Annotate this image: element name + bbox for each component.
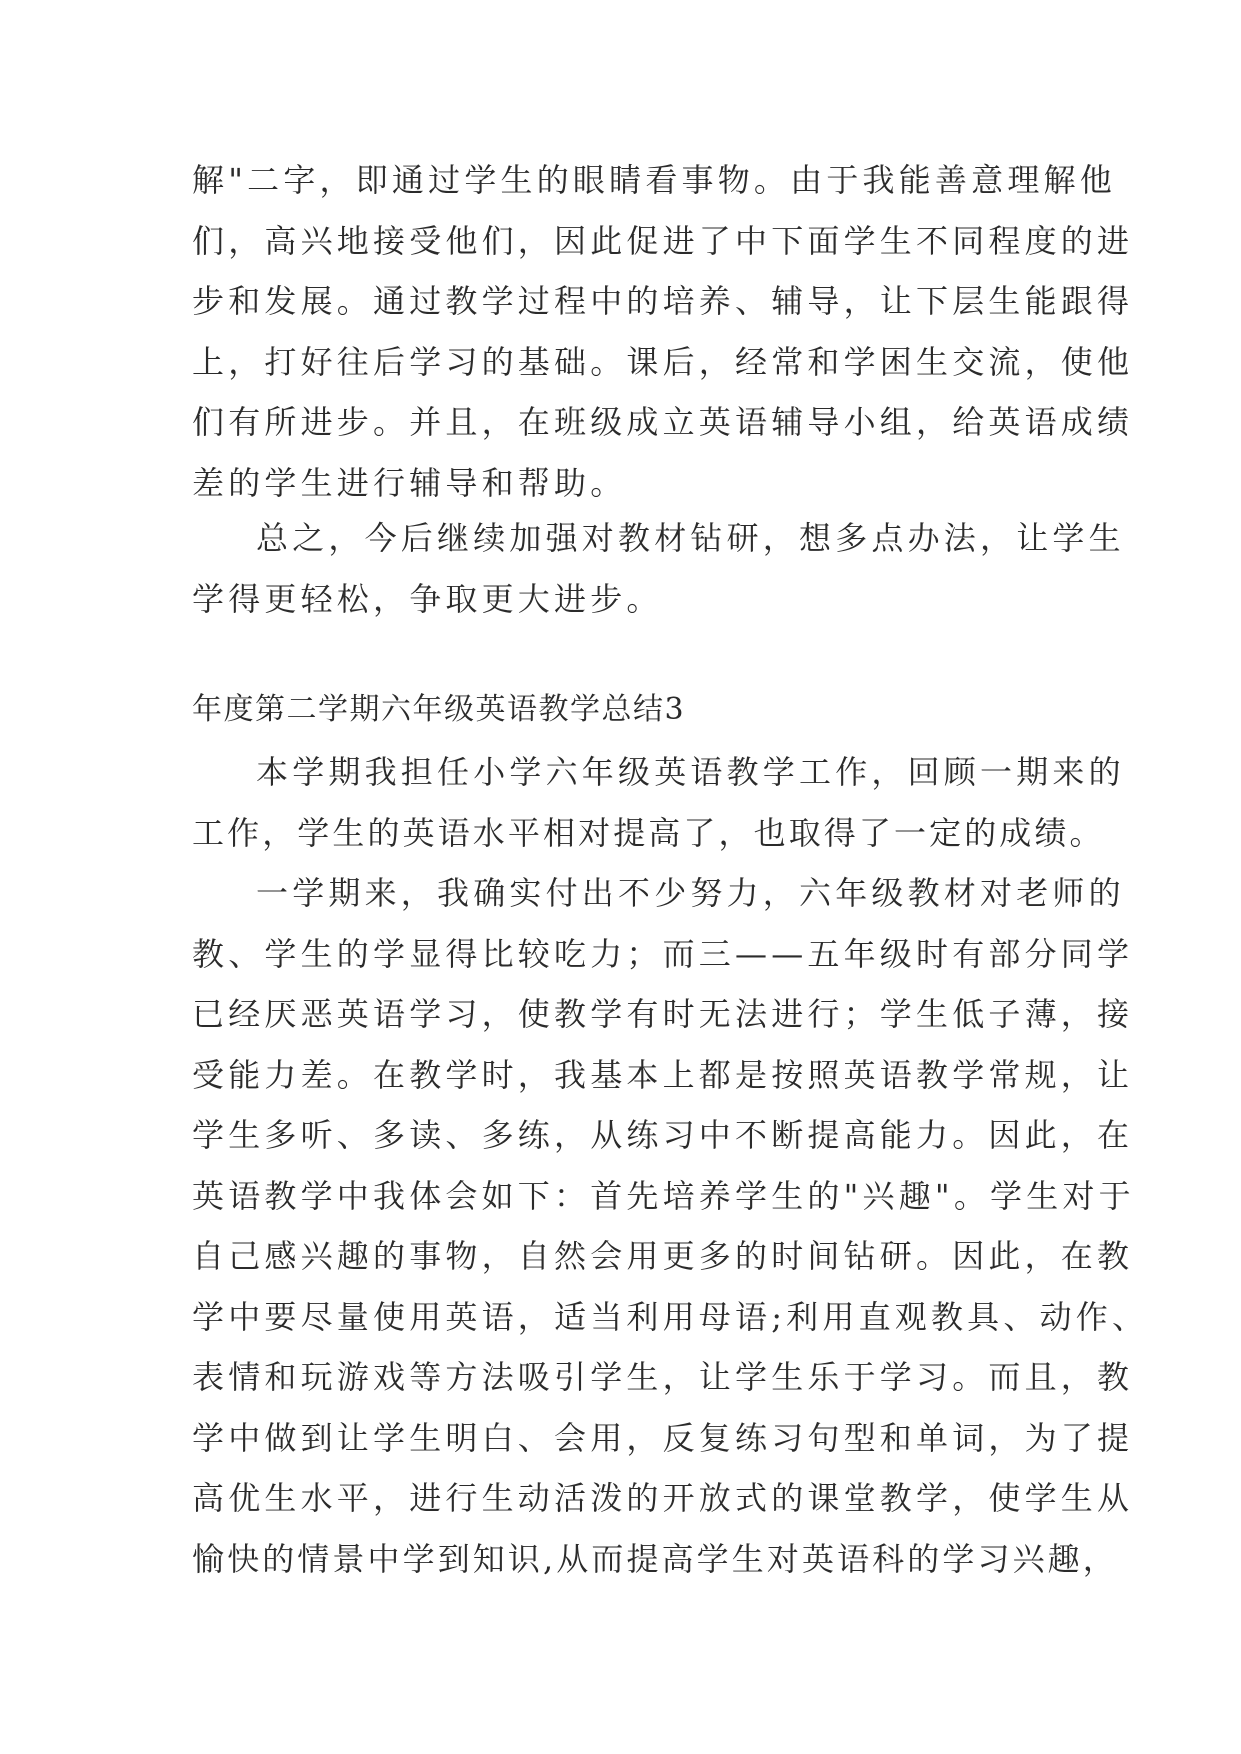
text-line: 学得更轻松，争取更大进步。 bbox=[192, 579, 663, 618]
text-line: 本学期我担任小学六年级英语教学工作，回顾一期来的 bbox=[256, 753, 1125, 791]
paragraph-conclusion bbox=[192, 508, 1125, 629]
text-line: 教、学生的学显得比较吃力；而三——五年级时有部分同学 bbox=[192, 934, 1134, 973]
text-line: 学中做到让学生明白、会用，反复练习句型和单词，为了提 bbox=[192, 1418, 1134, 1457]
text-line: 解"二字，即通过学生的眼睛看事物。由于我能善意理解他 bbox=[192, 161, 1116, 199]
text-line: 上，打好往后学习的基础。课后，经常和学困生交流，使他 bbox=[192, 342, 1134, 381]
text-line: 学生多听、多读、多练，从练习中不断提高能力。因此，在 bbox=[192, 1116, 1134, 1154]
text-line: 总之，今后继续加强对教材钻研，想多点办法，让学生 bbox=[256, 519, 1125, 557]
text-line: 一学期来，我确实付出不少努力，六年级教材对老师的 bbox=[256, 874, 1125, 912]
text-line: 受能力差。在教学时，我基本上都是按照英语教学常规，让 bbox=[192, 1055, 1134, 1094]
paragraph-body bbox=[192, 863, 1149, 1589]
text-line: 愉快的情景中学到知识,从而提高学生对英语科的学习兴趣， bbox=[192, 1539, 1118, 1578]
paragraph-intro bbox=[192, 742, 1125, 863]
text-line: 自己感兴趣的事物，自然会用更多的时间钻研。因此，在教 bbox=[192, 1237, 1134, 1275]
text-line: 工作，学生的英语水平相对提高了，也取得了一定的成绩。 bbox=[192, 813, 1105, 852]
text-line: 们有所进步。并且，在班级成立英语辅导小组，给英语成绩 bbox=[192, 403, 1134, 441]
text-line: 表情和玩游戏等方法吸引学生，让学生乐于学习。而且，教 bbox=[192, 1358, 1134, 1396]
paragraph-continued bbox=[192, 150, 1134, 513]
text-line: 英语教学中我体会如下：首先培养学生的"兴趣"。学生对于 bbox=[192, 1176, 1135, 1215]
text-line: 已经厌恶英语学习，使教学有时无法进行；学生低子薄，接 bbox=[192, 995, 1134, 1033]
text-line: 步和发展。通过教学过程中的培养、辅导，让下层生能跟得 bbox=[192, 282, 1134, 320]
section-heading: 年度第二学期六年级英语教学总结3 bbox=[192, 692, 686, 727]
text-line: 学中要尽量使用英语，适当利用母语;利用直观教具、动作、 bbox=[192, 1297, 1149, 1336]
text-line: 们，高兴地接受他们，因此促进了中下面学生不同程度的进 bbox=[192, 221, 1134, 260]
text-line: 高优生水平，进行生动活泼的开放式的课堂教学，使学生从 bbox=[192, 1479, 1134, 1517]
text-line: 差的学生进行辅导和帮助。 bbox=[192, 463, 627, 502]
